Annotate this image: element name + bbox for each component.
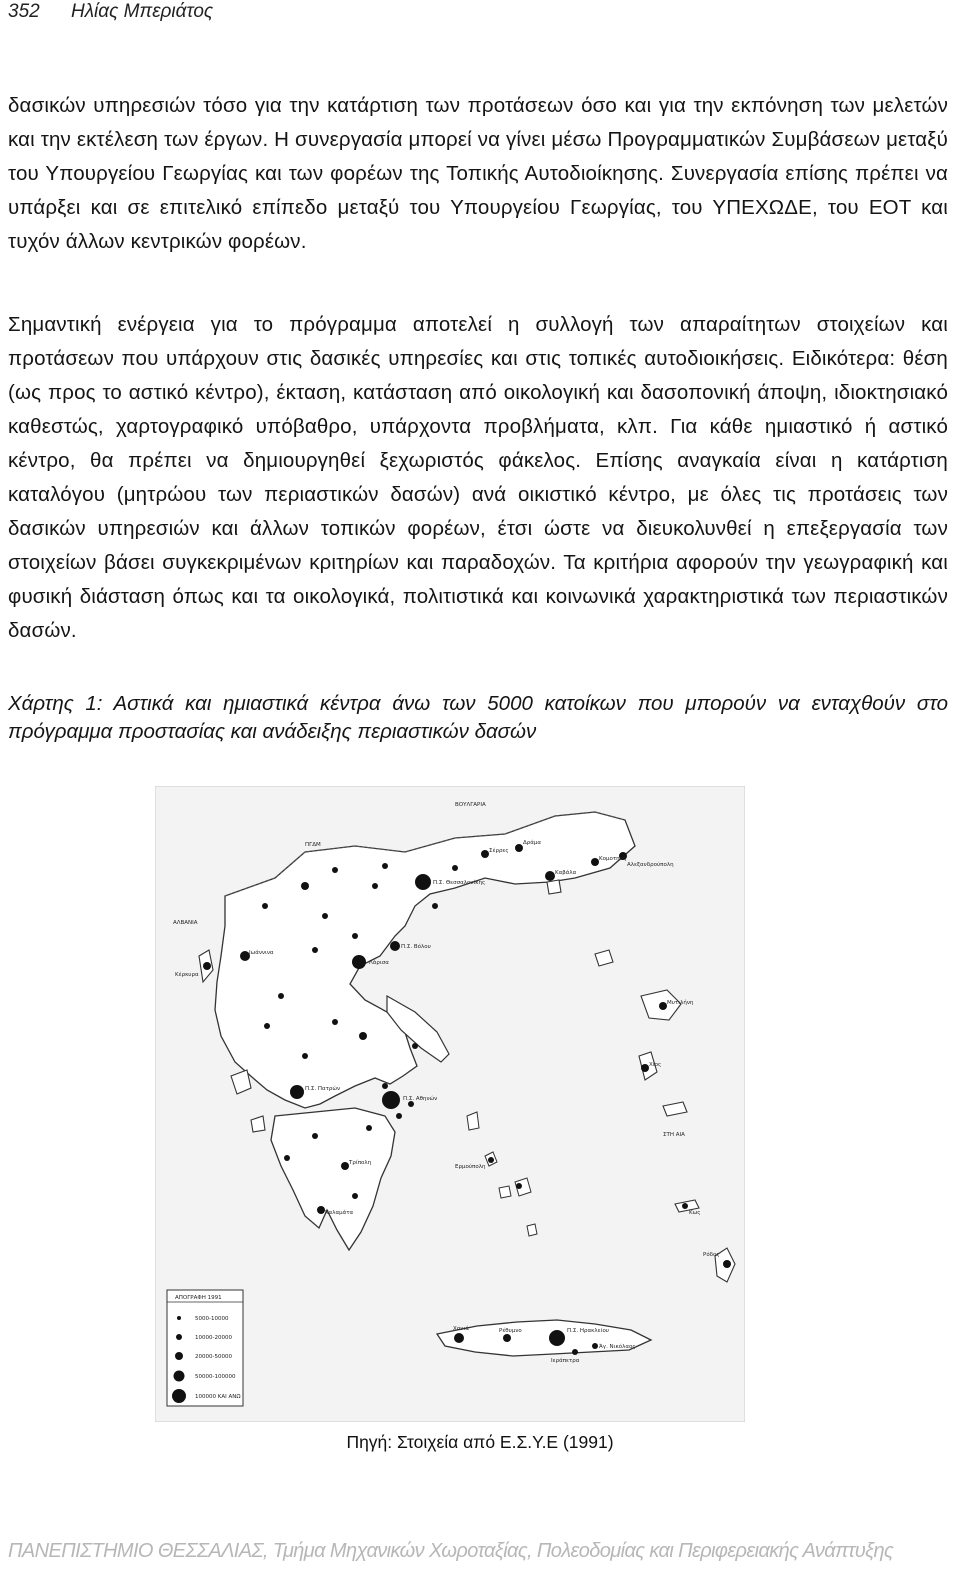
paragraph-2: Σημαντική ενέργεια για το πρόγραμμα αποτελεί η συλλογή των απαραίτητων στοιχείων και προτάσεων που υπάρχουν στις δασικές υπηρεσίες και στις τοπικές αυτοδιοικήσεις. Ειδικότερα: θέση (ως προς το αστικό κέντρο), έκταση, κατάσταση από οικολογική και δασοπονική άποψη, ιδιοκτησιακό καθεστώς, χαρτογραφικό υπόβαθρο, υπάρχοντα προβλήματα, κλπ. Για κάθε ημιαστικό ή αστικό κέντρο, θα πρέπει να δημιουργηθεί ξεχωριστός φάκελος. Επίσης αναγκαία είναι η κατάρτιση καταλόγου (μητρώου των περιαστικών δασών) ανά οικιστικό κέντρο, με όλες τις προτάσεις των δασικών υπηρεσιών και άλλων τοπικών φορέων, έτσι ώστε να διευκολυνθεί η επεξεργασία των στοιχείων βάσει συγκεκριμένων κριτηρίων και παραδοχών. Τα κριτήρια αφορούν την γεωγραφική και φυσική διάσταση όπως και τα οικολογικά, πολιτιστικά και κοινωνικά χαρακτηριστικά των περιαστικών δασών. (8, 313, 948, 642)
city-dot (454, 1333, 464, 1343)
city-label: Μυτιλήνη (667, 1000, 694, 1006)
city-label: Π.Σ. Ηρακλείου (567, 1328, 609, 1334)
city-dot (432, 903, 438, 909)
city-label: Ιωάννινα (249, 950, 274, 956)
city-dot (382, 863, 388, 869)
legend-dot-3 (175, 1352, 183, 1360)
city-dot (312, 1133, 318, 1139)
city-dot (412, 1043, 418, 1049)
city-dot (415, 874, 431, 890)
city-dot (352, 933, 358, 939)
city-label: Π.Σ. Βόλου (401, 944, 431, 950)
city-label: Ρέθυμνο (499, 1328, 522, 1334)
city-dot (312, 947, 318, 953)
city-label: Π.Σ. Θεσσαλονίκης (433, 880, 486, 886)
page-footer: ΠΑΝΕΠΙΣΤΗΜΙΟ ΘΕΣΣΑΛΙΑΣ, Τμήμα Μηχανικών Χωροταξίας, Πολεοδομίας και Περιφερειακής Ανάπτυξης (8, 1540, 894, 1562)
city-dot (352, 1193, 358, 1199)
city-label: Κως (689, 1210, 701, 1216)
city-label: Καβάλα (555, 870, 577, 876)
city-label: Χίος (649, 1062, 662, 1068)
city-dot (301, 882, 309, 890)
city-dot (659, 1002, 667, 1010)
city-dot (317, 1206, 325, 1214)
city-dot (332, 867, 338, 873)
label-sea: ΣΤΗ ΑΙΑ (663, 1132, 685, 1138)
city-dot (396, 1113, 402, 1119)
map-legend (167, 1290, 243, 1406)
greece-map (155, 786, 745, 1422)
legend-dot-1 (177, 1316, 181, 1320)
map-figure (155, 786, 745, 1422)
city-dot (284, 1155, 290, 1161)
city-dot (515, 844, 523, 852)
label-bulgaria: ΒΟΥΛΓΑΡΙΑ (455, 802, 486, 808)
city-label: Άγ. Νικόλαος (599, 1344, 636, 1350)
city-dot (372, 883, 378, 889)
city-dot (390, 941, 400, 951)
legend-class-3: 20000-50000 (195, 1354, 232, 1360)
city-dot (723, 1260, 731, 1268)
city-label: Π.Σ. Πατρών (305, 1086, 341, 1092)
city-dot (332, 1019, 338, 1025)
city-dot (503, 1334, 511, 1342)
label-albania: ΑΛΒΑΝΙΑ (173, 920, 198, 926)
city-label: Κέρκυρα (175, 972, 199, 978)
paros-outline (499, 1186, 511, 1198)
city-dot (641, 1064, 649, 1072)
city-dot (682, 1203, 688, 1209)
legend-title: ΑΠΟΓΡΑΦΗ 1991 (175, 1295, 222, 1301)
city-dot (290, 1085, 304, 1099)
city-dot (516, 1183, 522, 1189)
city-label: Δράμα (523, 840, 542, 846)
city-dot (359, 1032, 367, 1040)
city-label: Καλαμάτα (325, 1210, 354, 1216)
city-dot (549, 1330, 565, 1346)
city-dot (382, 1091, 400, 1109)
city-label: Ερμούπολη (455, 1164, 486, 1170)
city-dot (352, 955, 366, 969)
santorini-outline (527, 1224, 537, 1236)
city-label: Χανιά (453, 1326, 469, 1332)
city-dot (262, 903, 268, 909)
legend-class-2: 10000-20000 (195, 1335, 232, 1341)
page-number: 352 (8, 1, 40, 22)
city-dot (302, 1053, 308, 1059)
running-header (8, 0, 213, 26)
paragraph-1: δασικών υπηρεσιών τόσο για την κατάρτιση των προτάσεων όσο και για την εκπόνηση των μελετών και την εκτέλεση των έργων. Η συνεργασία μπορεί να γίνει μέσω Προγραμματικών Συμβάσεων μεταξύ του Υπουργείου Γεωργίας και των φορέων της Τοπικής Αυτοδιοίκησης. Συνεργασία επίσης πρέπει να υπάρξει και σε επιτελικό επίπεδο μεταξύ του Υπουργείου Γεωργίας, του ΥΠΕΧΩΔΕ, του ΕΟΤ και τυχόν άλλων κεντρικών φορέων. (8, 94, 948, 253)
legend-dot-5 (172, 1389, 186, 1403)
city-label: Λάρισα (369, 960, 389, 966)
city-label: Σέρρες (489, 848, 509, 854)
legend-dot-4 (174, 1371, 185, 1382)
city-dot (341, 1162, 349, 1170)
city-label: Τρίπολη (349, 1160, 372, 1166)
label-fyrom: ΠΓΔΜ (305, 842, 321, 848)
legend-dot-2 (176, 1334, 182, 1340)
city-dot (572, 1349, 578, 1355)
author-name: Ηλίας Μπεριάτος (70, 1, 214, 22)
city-dot (592, 1343, 598, 1349)
city-dot (452, 865, 458, 871)
thasos-outline (547, 880, 561, 894)
city-label: Κομοτηνή (599, 856, 627, 862)
city-dot (322, 913, 328, 919)
city-dot (545, 871, 555, 881)
legend-class-4: 50000-100000 (195, 1374, 236, 1380)
city-dot (366, 1125, 372, 1131)
city-dot (203, 962, 211, 970)
city-label: Ιεράπετρα (551, 1358, 580, 1364)
city-dot (382, 1083, 388, 1089)
city-dot (488, 1157, 494, 1163)
city-dot (278, 993, 284, 999)
city-dot (591, 858, 599, 866)
legend-class-5: 100000 ΚΑΙ ΑΝΩ (195, 1394, 241, 1400)
city-label: Ρόδος (703, 1252, 720, 1258)
city-label: Π.Σ. Αθηνών (403, 1096, 438, 1102)
city-dot (481, 850, 489, 858)
legend-class-1: 5000-10000 (195, 1316, 229, 1322)
city-dot (264, 1023, 270, 1029)
map-caption: Χάρτης 1: Αστικά και ημιαστικά κέντρα άνω των 5000 κατοίκων που μπορούν να ενταχθούν στο πρόγραμμα προστασίας και ανάδειξης περιαστικών δασών (8, 692, 948, 743)
city-label: Αλεξανδρούπολη (627, 862, 674, 868)
figure-source: Πηγή: Στοιχεία από Ε.Σ.Υ.Ε (1991) (346, 1432, 614, 1452)
